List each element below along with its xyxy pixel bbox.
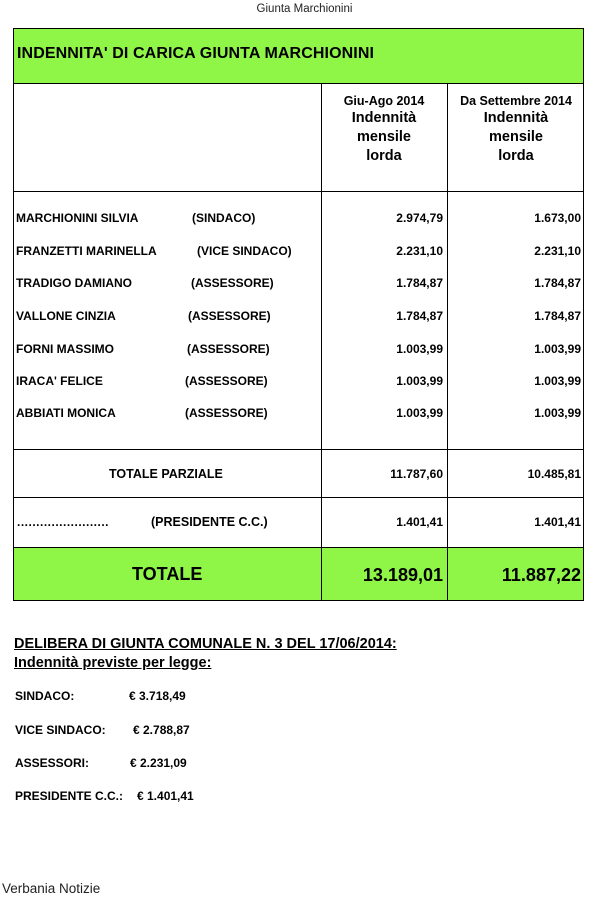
table-row [14, 374, 583, 394]
table-row [14, 406, 583, 426]
delibera-title: DELIBERA DI GIUNTA COMUNALE N. 3 DEL 17/06/2014: [14, 636, 397, 652]
law-item-label: VICE SINDACO: [15, 723, 106, 737]
table-row [14, 342, 583, 362]
column-divider [447, 84, 448, 600]
president-giu-ago: 1.401,41 [396, 515, 443, 529]
column-divider [321, 84, 322, 600]
column-period: Da Settembre 2014 [460, 94, 572, 108]
column-header-band [14, 84, 583, 192]
president-name-placeholder: ........................ [17, 515, 110, 529]
column-line: mensile [357, 129, 411, 145]
president-row [14, 498, 583, 548]
column-line: lorda [366, 148, 402, 164]
member-name: IRACA' FELICE [16, 374, 103, 388]
subtotal-da-settembre: 10.485,81 [527, 467, 581, 481]
column-line: Indennità [351, 110, 417, 126]
total-giu-ago: 13.189,01 [362, 565, 443, 585]
law-item-label: PRESIDENTE C.C.: [15, 789, 124, 803]
footer-source: Verbania Notizie [2, 881, 101, 896]
page-header: Giunta Marchionini [256, 3, 353, 15]
law-item-value: € 2.788,87 [133, 723, 190, 737]
amount-da-settembre: 1.003,99 [534, 342, 581, 356]
law-item-value: € 3.718,49 [129, 689, 186, 703]
member-name: TRADIGO DAMIANO [16, 276, 132, 290]
member-role: (ASSESSORE) [187, 342, 270, 356]
amount-giu-ago: 1.003,99 [396, 342, 443, 356]
column-header-giu-ago [321, 94, 447, 166]
indennita-table [13, 28, 584, 601]
total-label: TOTALE [132, 564, 203, 584]
member-role: (ASSESSORE) [185, 406, 268, 420]
member-role: (ASSESSORE) [188, 309, 271, 323]
member-name: VALLONE CINZIA [16, 309, 116, 323]
amount-da-settembre: 1.784,87 [534, 309, 581, 323]
amount-da-settembre: 1.003,99 [534, 374, 581, 388]
member-role: (VICE SINDACO) [197, 244, 292, 258]
president-label: (PRESIDENTE C.C.) [151, 515, 268, 529]
president-da-settembre: 1.401,41 [534, 515, 581, 529]
total-da-settembre: 11.887,22 [501, 565, 581, 585]
subtotal-row [14, 450, 583, 498]
amount-da-settembre: 2.231,10 [534, 244, 581, 258]
amount-giu-ago: 1.003,99 [396, 374, 443, 388]
member-name: FORNI MASSIMO [16, 342, 114, 356]
column-line: mensile [489, 129, 543, 145]
members-band [14, 192, 583, 450]
column-line: lorda [498, 148, 534, 164]
column-period: Giu-Ago 2014 [343, 94, 425, 108]
amount-giu-ago: 1.784,87 [396, 309, 443, 323]
law-item-label: SINDACO: [15, 689, 75, 703]
table-row [14, 276, 583, 296]
table-row [14, 244, 583, 264]
subtotal-giu-ago: 11.787,60 [390, 467, 443, 481]
amount-giu-ago: 1.784,87 [396, 276, 443, 290]
table-row [14, 211, 583, 231]
table-title: INDENNITA' DI CARICA GIUNTA MARCHIONINI [17, 45, 375, 62]
delibera-subtitle: Indennità previste per legge: [14, 655, 212, 671]
member-name: FRANZETTI MARINELLA [16, 244, 157, 258]
law-item-label: ASSESSORI: [15, 756, 90, 770]
amount-giu-ago: 1.003,99 [396, 406, 443, 420]
law-item-value: € 2.231,09 [130, 756, 187, 770]
amount-da-settembre: 1.003,99 [534, 406, 581, 420]
member-name: MARCHIONINI SILVIA [16, 211, 139, 225]
table-title-band [14, 29, 583, 84]
amount-da-settembre: 1.784,87 [534, 276, 581, 290]
table-row [14, 309, 583, 329]
member-role: (SINDACO) [192, 211, 256, 225]
total-row [14, 548, 583, 600]
member-role: (ASSESSORE) [191, 276, 274, 290]
amount-giu-ago: 2.231,10 [396, 244, 443, 258]
column-header-da-settembre [447, 94, 585, 166]
amount-da-settembre: 1.673,00 [534, 211, 581, 225]
amount-giu-ago: 2.974,79 [396, 211, 443, 225]
subtotal-label: TOTALE PARZIALE [109, 467, 223, 481]
law-item-value: € 1.401,41 [137, 789, 194, 803]
member-name: ABBIATI MONICA [16, 406, 116, 420]
column-line: Indennità [483, 110, 549, 126]
member-role: (ASSESSORE) [185, 374, 268, 388]
